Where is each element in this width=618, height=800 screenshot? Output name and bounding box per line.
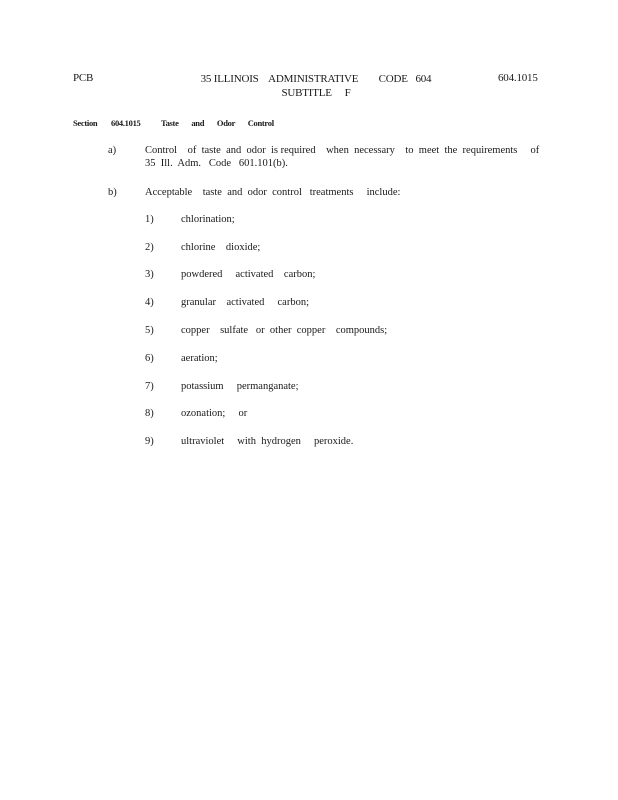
header-left: PCB (73, 72, 94, 84)
list-item-text: chlorine dioxide; (181, 242, 261, 253)
section-label: Section (73, 118, 98, 128)
paragraph-line: 35 Ill. Adm. Code 601.101(b). (145, 158, 288, 169)
list-item-marker: 4) (145, 297, 154, 308)
list-item-text: powdered activated carbon; (181, 269, 316, 280)
list-item-marker: 8) (145, 408, 154, 419)
list-item-text: chlorination; (181, 214, 235, 225)
list-item-marker: 9) (145, 436, 154, 447)
paragraph-marker: a) (108, 145, 117, 156)
header-right: 604.1015 (498, 72, 538, 84)
list-item-text: potassium permanganate; (181, 381, 299, 392)
header-title-line2: SUBTITLE F (281, 87, 351, 99)
list-item-text: ultraviolet with hydrogen peroxide. (181, 436, 354, 447)
list-item-marker: 5) (145, 325, 154, 336)
list-item-marker: 6) (145, 353, 154, 364)
paragraph-marker: b) (108, 187, 117, 198)
section-heading (73, 118, 274, 128)
paragraph-text (145, 144, 539, 170)
list-item-marker: 7) (145, 381, 154, 392)
list-item-marker: 1) (145, 214, 154, 225)
header-center (166, 72, 466, 100)
section-number: 604.1015 (111, 118, 141, 128)
list-item-marker: 2) (145, 242, 154, 253)
list-item-text: copper sulfate or other copper compounds; (181, 325, 388, 336)
list-item-text: granular activated carbon; (181, 297, 309, 308)
section-title: Taste and Odor Control (161, 118, 274, 128)
header-title-line1: 35 ILLINOIS ADMINISTRATIVE CODE 604 (200, 73, 432, 85)
list-item-text: ozonation; or (181, 408, 248, 419)
list-item-marker: 3) (145, 269, 154, 280)
paragraph-text: Acceptable taste and odor control treatments include: (145, 187, 401, 198)
paragraph-line: Control of taste and odor is required when necessary to meet the requirements of (145, 145, 540, 156)
list-item-text: aeration; (181, 353, 218, 364)
